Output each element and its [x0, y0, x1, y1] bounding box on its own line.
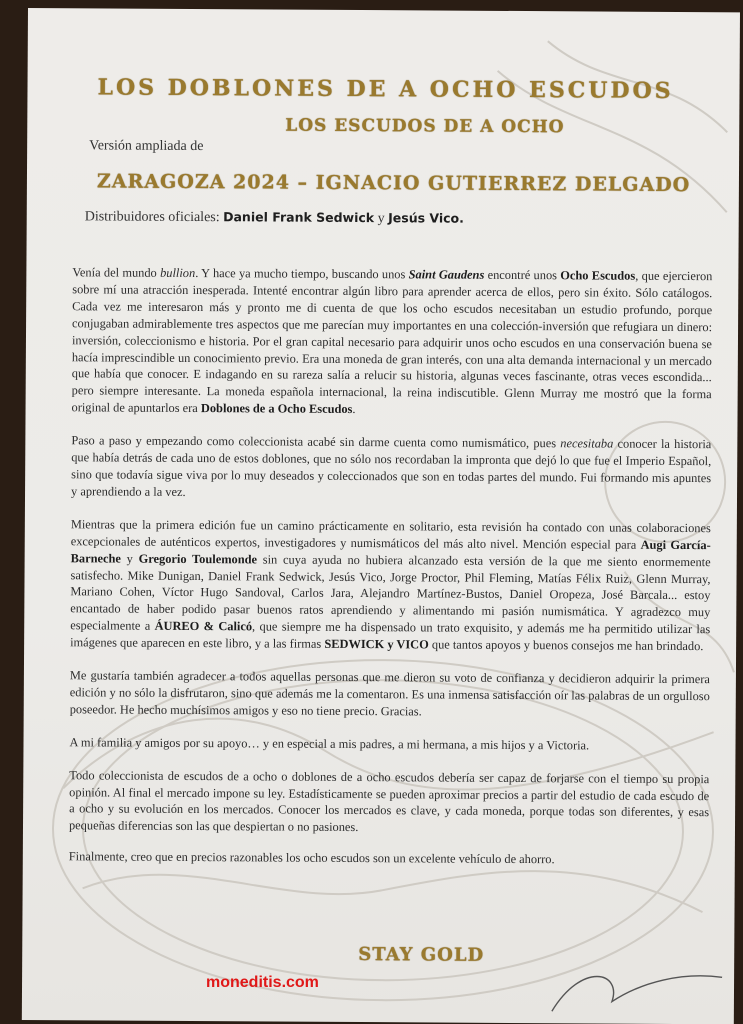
text: sin cuya ayuda no hubiera alcanzado esta versión de la que me siento enormemente satisfecho. Mike Dunigan, Daniel Frank Sedwick, Jesús Vico, Jorge Proctor, Phil Fleming, Matías Félix Ruiz, Glenn Murray, Mariano Cohen, Víctor Hugo Sandoval, Carlos Jara, Alejandro Martínez-Bustos, Daniel Oropeza, José Barcala... estoy encantado de haber podido pasar buenos ratos aprendiendo y alimentando mi pasión numismática. Y agradezco muy especialmente a: [70, 552, 711, 634]
text: y: [120, 551, 139, 566]
text: Mientras que la primera edición fue un camino prácticamente en solitario, esta revisión ha contado con unas colaboraciones excepcionales de auténticos expertos, investigadores y numismáticos del más alto nivel. Mención especial para: [70, 517, 711, 552]
signature-mark: [552, 975, 722, 1012]
document-page: [22, 8, 740, 1024]
emphasis: Saint Gaudens: [408, 267, 485, 282]
emphasis: necesitaba: [560, 436, 614, 451]
text: Venía del mundo: [72, 265, 161, 280]
closing-stay-gold: STAY GOLD: [358, 944, 485, 966]
text: Paso a paso y empezando como coleccionista acabé sin darme cuenta como numismático, pues: [71, 433, 561, 451]
version-label: Versión ampliada de: [89, 138, 204, 155]
emphasis: Ocho Escudos: [560, 268, 636, 283]
distributors-line: [85, 208, 464, 227]
emphasis: Augi García-Barneche: [70, 537, 711, 566]
text: , que ejercieron sobre mí una atracción inesperada. Intenté encontrar algún libro para aprender acerca de ellos, pero sin éxito. Sólo catálogos. Cada vez me interesaron más y pronto me di cuenta de que los ocho escudos necesitaban un estudio profundo, porque conjugaban admirablemente tres aspectos que me parecían muy importantes en una colección-inversión que refugiara un dinero: inversión, coleccionismo e historia. Por el gran capital necesario para adquirir unos ocho escudos en una conservación buena se hacía imprescindible un conocimiento previo. Era una moneda de gran interés, con una alta demanda internacional y un mercado que había que conocer. E indagando en su rareza salía a relucir su historia, algunas veces fascinante, otras veces escondida... pero siempre interesante. La moneda española internacional, la reina indiscutible. Glenn Murray me mostró que la forma original de apuntarlos era: [71, 268, 713, 416]
paragraph-4: Me gustaría también agradecer a todos aquellas personas que me dieron su voto de confianza y decidieron adquirir la primera edición y no sólo la disfrutaron, sino que además me la comentaron. Es una inmensa satisfacción oír las palabras de un orgulloso poseedor. He hecho muchísimos amigos y eso no tiene precio. Gracias.: [69, 668, 710, 719]
paragraph-6: Todo coleccionista de escudos de a ocho o doblones de a ocho escudos debería ser capaz de forjarse con el tiempo su propia opinión. Al final el mercado impone su ley. Estadísticamente se pueden aproximar precios a partir del estudio de cada escudo de a ocho y su evolución en los mercados. Conocer los mercados es clave, y cada moneda, porque todas son diferentes, y esas pequeñas diferencias son las que despiertan o no pasiones.: [68, 767, 710, 835]
emphasis: bullion: [160, 265, 196, 281]
distributors-connector: y: [377, 211, 385, 227]
author-line: ZARAGOZA 2024 – IGNACIO GUTIERREZ DELGADO: [96, 170, 691, 197]
paragraph-2: [71, 432, 711, 504]
text: . Y hace ya mucho tiempo, buscando unos: [195, 266, 409, 282]
text: que tantos apoyos y buenos consejos me han brindado.: [428, 637, 704, 654]
watermark: moneditis.com: [206, 974, 319, 991]
paragraph-7: Finalmente, creo que en precios razonables los ocho escudos son un excelente vehículo de ahorro.: [68, 849, 555, 867]
emphasis: Doblones de a Ocho Escudos: [200, 401, 353, 417]
text: encontré unos: [484, 267, 561, 283]
subtitle: LOS ESCUDOS DE A OCHO: [285, 115, 565, 138]
text: .: [352, 402, 356, 417]
emphasis: SEDWICK y VICO: [324, 636, 429, 652]
distributors-label: Distribuidores oficiales:: [84, 209, 220, 226]
text: conocer la historia que había detrás de cada uno de estos doblones, que no sólo nos recordaban la impronta que dejó lo que fue el Imperio Español, sino que todavía sigue viva por lo muy deseados y coleccionados que son en todas partes del mundo. Fui formando mis apuntes y aprendiendo a la vez.: [71, 436, 712, 499]
emphasis: Gregorio Toulemonde: [138, 551, 258, 567]
paragraph-1: [72, 264, 713, 420]
paragraph-3: [70, 516, 711, 655]
distributor-name-2: Jesús Vico.: [388, 210, 464, 226]
emphasis: ÁUREO & Calicó: [154, 619, 253, 634]
paragraph-5: A mi familia y amigos por su apoyo… y en especial a mis padres, a mi hermana, a mis hijos y a Victoria.: [69, 735, 590, 753]
text: , que siempre me ha dispensado un trato exquisito, y además me ha permitido utilizar las imágenes que aparecen en este libro, y a las firmas: [70, 619, 711, 651]
body-text: [69, 264, 713, 885]
page-title: LOS DOBLONES DE A OCHO ESCUDOS: [97, 74, 674, 104]
distributor-name-1: Daniel Frank Sedwick: [223, 209, 375, 226]
